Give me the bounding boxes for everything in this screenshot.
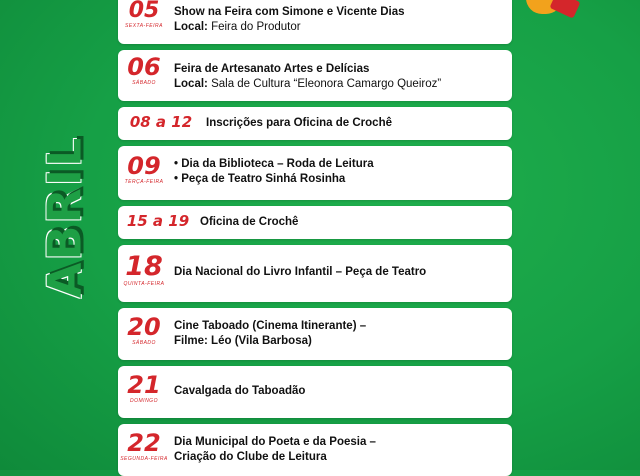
event-title: Dia Nacional do Livro Infantil – Peça de Teatro xyxy=(174,266,427,278)
month-label xyxy=(18,135,92,299)
event-card xyxy=(118,366,512,418)
event-card xyxy=(118,0,512,44)
event-info xyxy=(174,435,376,465)
event-info xyxy=(174,265,426,280)
event-title: Filme: Léo (Vila Barbosa) xyxy=(174,335,312,347)
event-card xyxy=(118,424,512,476)
event-date: 08 a 12 xyxy=(129,113,193,131)
event-item: • Peça de Teatro Sinhá Rosinha xyxy=(174,172,374,187)
event-info xyxy=(200,215,298,230)
event-info xyxy=(174,319,366,349)
event-title: Oficina de Crochê xyxy=(200,216,299,228)
event-card xyxy=(118,245,512,302)
event-info xyxy=(174,62,441,92)
event-card xyxy=(118,308,512,360)
event-title: Criação do Clube de Leitura xyxy=(174,451,327,463)
location-label: Local: xyxy=(174,78,208,90)
event-info xyxy=(206,116,392,131)
event-item: • Dia da Biblioteca – Roda de Leitura xyxy=(174,157,374,172)
event-date: 20 SÁBADO xyxy=(127,313,161,346)
event-date: 06 SÁBADO xyxy=(127,53,161,86)
event-info xyxy=(174,5,405,35)
event-title: Show na Feira com Simone e Vicente Dias xyxy=(174,6,405,18)
event-title: Cine Taboado (Cinema Itinerante) – xyxy=(174,320,367,332)
event-date: 15 a 19 xyxy=(126,212,190,230)
event-date: 22 SEGUNDA-FEIRA xyxy=(120,429,168,462)
event-location: Feira do Produtor xyxy=(211,21,301,33)
event-location: Sala de Cultura “Eleonora Camargo Queiroz” xyxy=(211,78,442,90)
event-date: 09 TERÇA-FEIRA xyxy=(124,152,164,185)
event-date: 18 QUINTA-FEIRA xyxy=(123,251,165,287)
event-card xyxy=(118,206,512,239)
event-card xyxy=(118,146,512,200)
event-title: Feira de Artesanato Artes e Delícias xyxy=(174,63,370,75)
event-info xyxy=(174,157,374,187)
decorative-ribbon-tail-icon xyxy=(549,0,580,19)
location-label: Local: xyxy=(174,21,208,33)
event-title: Cavalgada do Taboadão xyxy=(174,385,306,397)
event-info xyxy=(174,384,305,399)
event-date: 21 DOMINGO xyxy=(127,371,161,404)
event-card xyxy=(118,50,512,101)
event-title: Inscrições para Oficina de Crochê xyxy=(206,117,392,129)
event-card xyxy=(118,107,512,140)
event-date: 05 SEXTA-FEIRA xyxy=(125,0,163,29)
event-title: Dia Municipal do Poeta e da Poesia – xyxy=(174,436,376,448)
month-text: ABRIL xyxy=(37,135,92,299)
